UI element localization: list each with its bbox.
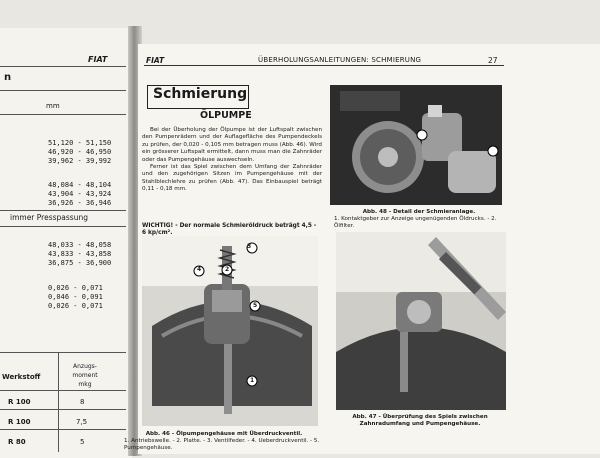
table-cell-werkstoff: R 80 <box>8 438 26 446</box>
spec-value: 43,904 - 43,924 <box>48 190 112 198</box>
figure-48-caption-text: 1. Kontaktgeber zur Anzeige ungenügenden Öldrucks. - 2. Ölfilter. <box>334 216 497 229</box>
callout-2: 2 <box>225 266 230 273</box>
table-cell-werkstoff: R 100 <box>8 398 31 406</box>
divider <box>0 90 126 91</box>
page-number: 27 <box>488 56 498 65</box>
left-page-header: FIAT <box>88 55 108 64</box>
table-header-anzugsmoment: Anzugs-moment mkg <box>72 363 98 388</box>
spec-value: 0,046 - 0,091 <box>48 293 103 301</box>
callout-4: 4 <box>197 266 202 273</box>
divider <box>0 390 126 391</box>
figure-47-photo <box>336 232 506 410</box>
spec-value: 36,926 - 36,946 <box>48 199 112 207</box>
right-page-header-title: ÜBERHOLUNGSANLEITUNGEN: SCHMIERUNG <box>258 56 422 64</box>
divider <box>0 66 126 67</box>
warning-text: WICHTIG! - Der normale Schmieröldruck beträgt 4,5 - 6 kp/cm². <box>142 223 317 237</box>
spec-value: 48,033 - 48,058 <box>48 241 112 249</box>
spec-value: 36,875 - 36,900 <box>48 259 112 267</box>
spec-value: 48,084 - 48,104 <box>48 181 112 189</box>
engine-illustration <box>330 85 502 205</box>
divider <box>0 210 126 211</box>
table-header-werkstoff: Werkstoff <box>2 373 41 381</box>
divider <box>0 226 126 227</box>
paragraph: Bei der Überholung der Ölpumpe ist der Luftspalt zwischen den Pumpenrädern und der Auflagefläche des Pumpendeckels zu prüfen, der 0,020 - 0,105 mm betragen muss (Abb. 46). Wird ein grösserer Luftspalt ermittelt, dann muss man die Zahnräder oder das Pumpengehäuse auswechseln. <box>142 127 322 163</box>
figure-48-caption <box>334 209 504 230</box>
table-cell-moment: 8 <box>80 398 85 406</box>
figure-46-caption-title: Abb. 46 - Ölpumpengehäuse mit Überdruckventil. <box>145 431 303 437</box>
spec-value: 51,120 - 51,150 <box>48 139 112 147</box>
table-cell-werkstoff: R 100 <box>8 418 31 426</box>
spec-value: 43,833 - 43,858 <box>48 250 112 258</box>
unit-label: mm <box>46 102 60 110</box>
spec-value: 46,920 - 46,950 <box>48 148 112 156</box>
callout-1: 1 <box>250 377 255 384</box>
callout-5: 5 <box>253 302 258 309</box>
table-cell-moment: 5 <box>80 438 85 446</box>
figure-46-photo <box>142 236 318 426</box>
figure-46-caption-text: 1. Antriebswelle. - 2. Platte. - 3. Ventilfeder. - 4. Ueberdruckventil. - 5. Pumpengehäuse. <box>124 438 320 451</box>
figure-47-caption: Abb. 47 - Überprüfung des Spiels zwischen Zahnradumfang und Pumpengehäuse. <box>352 414 488 427</box>
divider <box>0 429 126 430</box>
right-page-header-brand: FIAT <box>146 56 165 65</box>
divider <box>0 409 126 410</box>
figure-48-photo <box>330 85 502 205</box>
divider <box>0 352 126 353</box>
table-cell-moment: 7,5 <box>76 418 88 426</box>
figure-46-caption <box>124 431 324 452</box>
spec-value: 0,026 - 0,071 <box>48 284 103 292</box>
left-heading-fragment: n <box>4 72 12 83</box>
gauge-check-illustration <box>336 232 506 410</box>
section-label: immer Presspassung <box>10 213 88 222</box>
figure-48-caption-title: Abb. 48 - Detail der Schmieranlage. <box>362 209 476 215</box>
header-rule <box>144 65 504 66</box>
body-text <box>142 127 322 194</box>
callout-3: 3 <box>247 243 252 250</box>
spec-value: 39,962 - 39,992 <box>48 157 112 165</box>
table-column-divider <box>58 352 59 452</box>
oil-pump-illustration <box>142 236 318 426</box>
paragraph: Ferner ist das Spiel zwischen dem Umfang der Zahnräder und den zugehörigen Sitzen im Pumpengehäuse mit der Stahlblechlehre zu prüfen (Abb. 47). Das Einbauspiel beträgt 0,11 - 0,18 mm. <box>142 164 322 193</box>
page-title: Schmierung <box>153 86 248 102</box>
divider <box>0 114 126 115</box>
section-subheading: ÖLPUMPE <box>200 110 252 121</box>
spec-value: 0,026 - 0,071 <box>48 302 103 310</box>
